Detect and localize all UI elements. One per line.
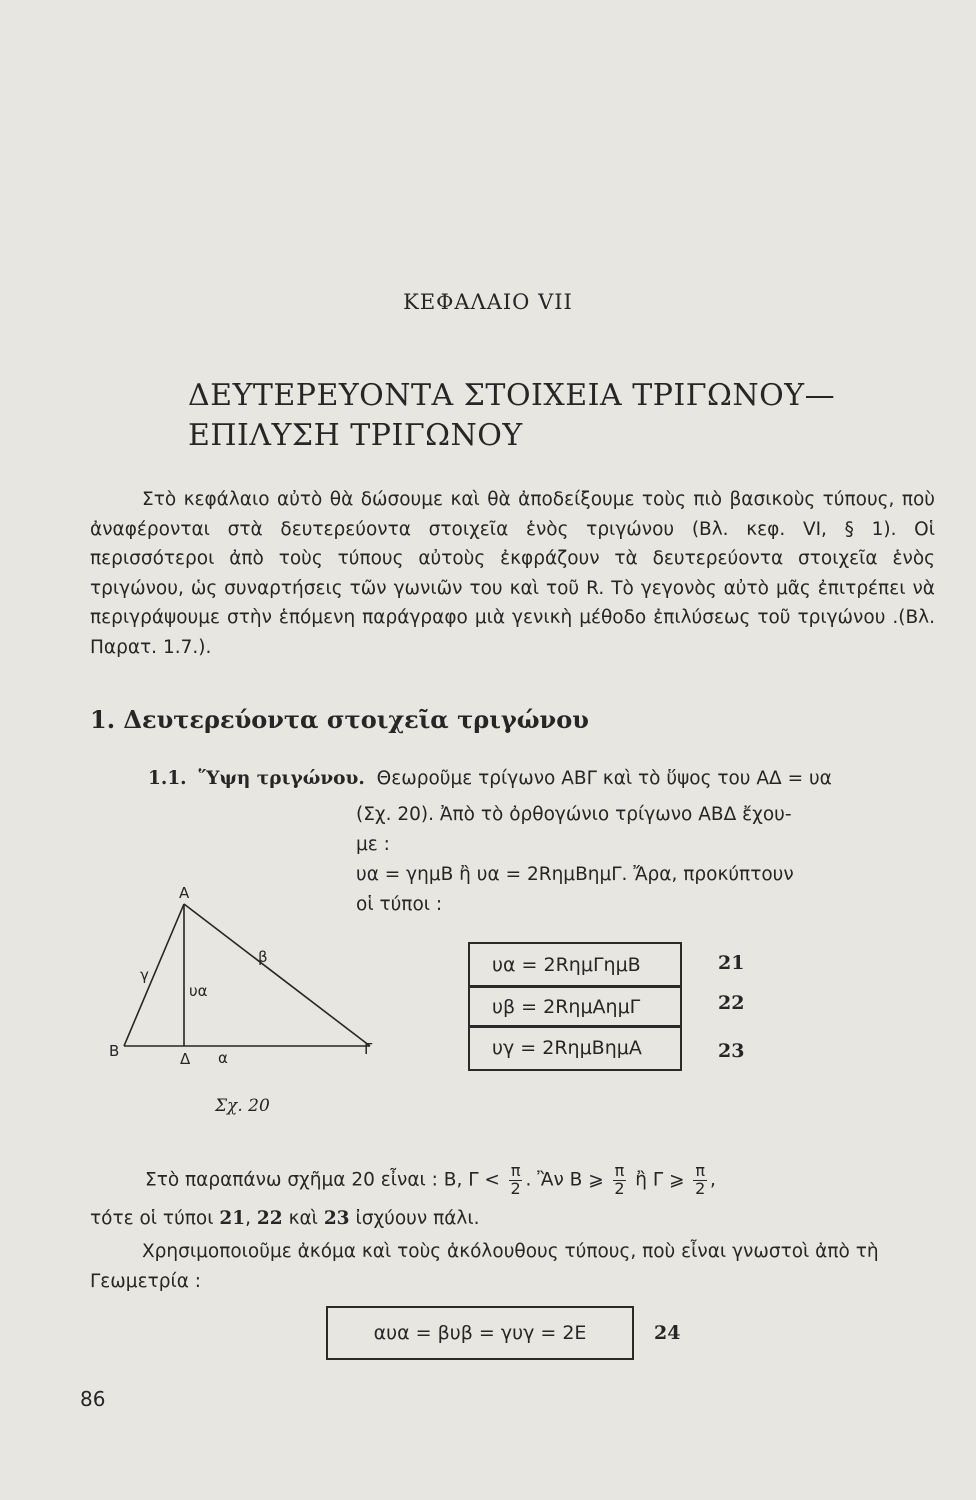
formula-24-box <box>326 1306 634 1360</box>
formula-23-number: 23 <box>718 1040 745 1062</box>
after-figure-comma: , <box>710 1169 716 1191</box>
formula-23-box <box>468 1025 682 1071</box>
formula-24: αυα = βυβ = γυγ = 2Ε <box>373 1322 587 1344</box>
chapter-title-line-2: ΕΠΙΛΥΣΗ ΤΡΙΓΩΝΟΥ <box>188 418 523 453</box>
fraction-pi-over-2 <box>509 1163 523 1198</box>
formula-21-number: 21 <box>718 952 745 974</box>
subsection-line-1: Θεωροῦμε τρίγωνο ΑΒΓ καὶ τὸ ὕψος του ΑΔ = υα <box>376 768 832 789</box>
formula-ref-23: 23 <box>323 1208 350 1229</box>
after-figure-kai: καὶ <box>288 1208 318 1229</box>
formula-ref-21: 21 <box>219 1208 246 1229</box>
figure-caption: Σχ. 20 <box>215 1096 270 1116</box>
formula-21: υα = 2RημΓημΒ <box>492 954 641 976</box>
section-heading: 1. Δευτερεύοντα στοιχεῖα τριγώνου <box>90 705 589 734</box>
foot-d-label: Δ <box>180 1050 191 1068</box>
chapter-title-line-1: ΔΕΥΤΕΡΕΥΟΝΤΑ ΣΤΟΙΧΕΙΑ ΤΡΙΓΩΝΟΥ— <box>188 378 836 413</box>
page-number: 86 <box>80 1387 106 1411</box>
triangle-figure <box>100 880 390 1080</box>
chapter-label: ΚΕΦΑΛΑΙΟ VII <box>403 290 573 314</box>
subsection-line-3: με : <box>356 834 390 855</box>
after-figure-line-1 <box>145 1163 716 1198</box>
after-figure-line2-b: ἰσχύουν πάλι. <box>355 1208 480 1229</box>
formula-21-box <box>468 942 682 988</box>
side-gamma-label: γ <box>140 966 149 984</box>
after-figure-lead: Στὸ παραπάνω σχῆμα 20 εἶναι : Β, Γ < <box>145 1169 500 1191</box>
intro-paragraph: Στὸ κεφάλαιο αὐτὸ θὰ δώσουμε καὶ θὰ ἀποδείξουμε τοὺς πιὸ βασικοὺς τύπους, ποὺ ἀναφέρονται στὰ δευτερεύοντα στοιχεῖα ἑνὸς τριγώνου (Βλ. κεφ. VI, § 1). Οἱ περισσότεροι ἀπὸ τοὺς τύπους αὐτοὺς ἐκφράζουν τὰ δευτερεύοντα στοιχεῖα ἑνὸς τριγώνου, ὡς συναρτήσεις τῶν γωνιῶν του καὶ τοῦ R. Τὸ γεγονὸς αὐτὸ μᾶς ἐπιτρέπει νὰ περιγράψουμε στὴν ἑπόμενη παράγραφο μιὰ γενικὴ μέθοδο ἐπιλύσεως τοῦ τριγώνου .(Βλ. Παρατ. 1.7.). <box>90 489 935 658</box>
fraction-numerator: π <box>695 1161 706 1180</box>
subsection-first-line <box>148 768 935 789</box>
after-figure-mid: . Ἂν Β ⩾ <box>525 1169 604 1191</box>
vertex-b-label: Β <box>109 1042 120 1060</box>
fraction-denominator: 2 <box>614 1178 625 1198</box>
height-label: υα <box>189 982 208 1000</box>
after-figure-g: Γ ⩾ <box>652 1169 685 1191</box>
vertex-a-label: Α <box>179 884 190 902</box>
vertex-g-label: Γ <box>364 1040 373 1058</box>
after-figure-comma-2: , <box>245 1208 252 1229</box>
fraction-denominator: 2 <box>695 1178 706 1198</box>
formula-23: υγ = 2RημΒημΑ <box>492 1037 642 1059</box>
subsection-line-4: υα = γημΒ ἢ υα = 2RημΒημΓ. Ἄρα, προκύπτουν <box>356 864 794 885</box>
formula-22-box <box>468 985 682 1028</box>
subsection-number: 1.1. <box>148 768 187 789</box>
paragraph-geometry-formulas: Χρησιμοποιοῦμε ἀκόμα καὶ τοὺς ἀκόλουθους τύπους, ποὺ εἶναι γνωστοὶ ἀπὸ τὴ Γεωμετρία : <box>90 1241 879 1292</box>
side-alpha-label: α <box>218 1049 228 1067</box>
subsection-heading: Ὕψη τριγώνου. <box>198 768 365 789</box>
fraction-numerator: π <box>510 1161 521 1180</box>
side-ag <box>184 904 370 1046</box>
fraction-pi-over-2 <box>613 1163 627 1198</box>
formula-24-number: 24 <box>654 1322 681 1344</box>
after-figure-line-2 <box>90 1208 480 1229</box>
after-figure-or: ἢ <box>635 1169 647 1191</box>
formula-ref-22: 22 <box>256 1208 283 1229</box>
formula-22-number: 22 <box>718 992 745 1014</box>
subsection-body <box>356 800 935 920</box>
side-beta-label: β <box>258 948 268 966</box>
formula-22: υβ = 2RημΑημΓ <box>492 995 641 1018</box>
subsection-line-5: οἱ τύποι : <box>356 894 443 915</box>
side-ab <box>124 904 184 1046</box>
fraction-numerator: π <box>614 1161 625 1180</box>
chapter-title <box>188 376 835 456</box>
fraction-pi-over-2 <box>693 1163 707 1198</box>
after-figure-line2-a: τότε οἱ τύποι <box>90 1208 214 1229</box>
subsection-line-2: (Σχ. 20). Ἀπὸ τὸ ὀρθογώνιο τρίγωνο ΑΒΔ ἔχου- <box>356 804 792 825</box>
fraction-denominator: 2 <box>510 1178 521 1198</box>
